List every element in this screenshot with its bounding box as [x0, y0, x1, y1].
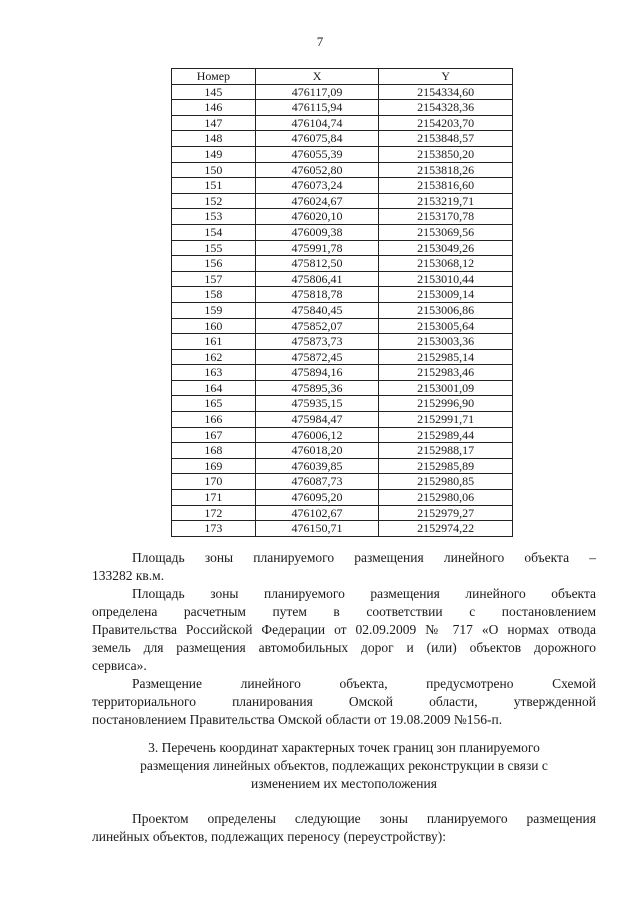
cell-number: 171: [172, 490, 256, 506]
heading-line: размещения линейных объектов, подлежащих реконструкции в связи с: [140, 758, 548, 773]
cell-y: 2153219,71: [379, 193, 513, 209]
cell-number: 166: [172, 412, 256, 428]
text-line: определена расчетным путем в соответствии с постановлением: [92, 604, 596, 619]
area-calculation-paragraph: [92, 585, 596, 675]
cell-number: 173: [172, 521, 256, 537]
cell-number: 159: [172, 302, 256, 318]
table-row: [172, 412, 513, 428]
header-number: Номер: [172, 69, 256, 85]
header-y: Y: [379, 69, 513, 85]
cell-number: 170: [172, 474, 256, 490]
table-row: [172, 240, 513, 256]
cell-y: 2152980,06: [379, 490, 513, 506]
header-x: X: [255, 69, 379, 85]
table-row: [172, 131, 513, 147]
cell-number: 153: [172, 209, 256, 225]
cell-number: 165: [172, 396, 256, 412]
table-row: [172, 224, 513, 240]
text-line: 133282 кв.м.: [92, 568, 165, 583]
table-row: [172, 490, 513, 506]
cell-x: 476073,24: [255, 178, 379, 194]
cell-y: 2152988,17: [379, 443, 513, 459]
cell-number: 145: [172, 84, 256, 100]
text-line: Площадь зоны планируемого размещения линейного объекта –: [132, 550, 596, 565]
cell-x: 476075,84: [255, 131, 379, 147]
cell-x: 475818,78: [255, 287, 379, 303]
heading-line: изменением их местоположения: [251, 776, 437, 791]
page-number: 7: [316, 34, 324, 49]
cell-x: 475852,07: [255, 318, 379, 334]
cell-x: 475895,36: [255, 380, 379, 396]
cell-number: 151: [172, 178, 256, 194]
table-header-row: [172, 69, 513, 85]
cell-x: 475873,73: [255, 334, 379, 350]
cell-x: 476087,73: [255, 474, 379, 490]
table-row: [172, 318, 513, 334]
table-body: [172, 84, 513, 536]
cell-number: 168: [172, 443, 256, 459]
cell-x: 476024,67: [255, 193, 379, 209]
cell-y: 2153170,78: [379, 209, 513, 225]
table-row: [172, 271, 513, 287]
table-row: [172, 302, 513, 318]
table-row: [172, 193, 513, 209]
cell-x: 476018,20: [255, 443, 379, 459]
cell-x: 476009,38: [255, 224, 379, 240]
cell-x: 476102,67: [255, 505, 379, 521]
cell-x: 476115,94: [255, 100, 379, 116]
cell-y: 2153818,26: [379, 162, 513, 178]
cell-y: 2153001,09: [379, 380, 513, 396]
cell-x: 475872,45: [255, 349, 379, 365]
cell-number: 161: [172, 334, 256, 350]
table-row: [172, 162, 513, 178]
cell-y: 2152985,14: [379, 349, 513, 365]
cell-x: 476039,85: [255, 458, 379, 474]
cell-number: 157: [172, 271, 256, 287]
table-row: [172, 178, 513, 194]
table-row: [172, 349, 513, 365]
cell-number: 149: [172, 146, 256, 162]
cell-y: 2152991,71: [379, 412, 513, 428]
table-row: [172, 396, 513, 412]
cell-y: 2153006,86: [379, 302, 513, 318]
cell-y: 2154328,36: [379, 100, 513, 116]
cell-x: 475894,16: [255, 365, 379, 381]
table-row: [172, 100, 513, 116]
cell-number: 167: [172, 427, 256, 443]
cell-y: 2152979,27: [379, 505, 513, 521]
table-row: [172, 458, 513, 474]
cell-x: 476020,10: [255, 209, 379, 225]
cell-number: 169: [172, 458, 256, 474]
cell-number: 155: [172, 240, 256, 256]
cell-y: 2153003,36: [379, 334, 513, 350]
cell-number: 152: [172, 193, 256, 209]
section-heading: [92, 739, 596, 793]
table-row: [172, 115, 513, 131]
text-line: постановлением Правительства Омской области от 19.08.2009 №156-п.: [92, 712, 503, 727]
cell-y: 2153005,64: [379, 318, 513, 334]
cell-number: 172: [172, 505, 256, 521]
cell-y: 2153009,14: [379, 287, 513, 303]
text-line: сервиса».: [92, 658, 147, 673]
cell-number: 150: [172, 162, 256, 178]
cell-x: 476006,12: [255, 427, 379, 443]
cell-x: 475806,41: [255, 271, 379, 287]
table-row: [172, 521, 513, 537]
table-row: [172, 380, 513, 396]
table-row: [172, 334, 513, 350]
text-line: Площадь зоны планируемого размещения линейного объекта: [132, 586, 596, 601]
cell-x: 475812,50: [255, 256, 379, 272]
cell-x: 475840,45: [255, 302, 379, 318]
cell-y: 2153816,60: [379, 178, 513, 194]
cell-number: 146: [172, 100, 256, 116]
table-row: [172, 365, 513, 381]
cell-y: 2153850,20: [379, 146, 513, 162]
cell-y: 2153068,12: [379, 256, 513, 272]
table-row: [172, 287, 513, 303]
table-row: [172, 443, 513, 459]
cell-y: 2152983,46: [379, 365, 513, 381]
cell-number: 154: [172, 224, 256, 240]
cell-number: 163: [172, 365, 256, 381]
table-row: [172, 84, 513, 100]
area-paragraph: [92, 549, 596, 585]
cell-y: 2152989,44: [379, 427, 513, 443]
cell-x: 476150,71: [255, 521, 379, 537]
cell-y: 2154203,70: [379, 115, 513, 131]
coordinates-table: [171, 68, 513, 537]
table-row: [172, 505, 513, 521]
zones-paragraph: [92, 810, 596, 846]
table-row: [172, 209, 513, 225]
text-line: Размещение линейного объекта, предусмотрено Схемой: [132, 676, 596, 691]
table-row: [172, 146, 513, 162]
cell-x: 475984,47: [255, 412, 379, 428]
cell-y: 2152985,89: [379, 458, 513, 474]
cell-number: 148: [172, 131, 256, 147]
text-line: линейных объектов, подлежащих переносу (переустройству):: [92, 829, 446, 844]
cell-x: 476055,39: [255, 146, 379, 162]
cell-number: 156: [172, 256, 256, 272]
cell-y: 2152996,90: [379, 396, 513, 412]
text-line: территориального планирования Омской области, утвержденной: [92, 694, 596, 709]
cell-y: 2153069,56: [379, 224, 513, 240]
table-row: [172, 427, 513, 443]
text-line: Правительства Российской Федерации от 02.09.2009 № 717 «О нормах отвода: [92, 622, 596, 637]
text-line: Проектом определены следующие зоны планируемого размещения: [132, 811, 596, 826]
cell-x: 475935,15: [255, 396, 379, 412]
heading-line: 3. Перечень координат характерных точек границ зон планируемого: [148, 740, 540, 755]
cell-x: 476052,80: [255, 162, 379, 178]
cell-x: 476104,74: [255, 115, 379, 131]
cell-x: 476095,20: [255, 490, 379, 506]
cell-y: 2153010,44: [379, 271, 513, 287]
cell-number: 162: [172, 349, 256, 365]
cell-number: 158: [172, 287, 256, 303]
cell-x: 475991,78: [255, 240, 379, 256]
cell-number: 160: [172, 318, 256, 334]
table-row: [172, 256, 513, 272]
table-row: [172, 474, 513, 490]
cell-y: 2153848,57: [379, 131, 513, 147]
cell-x: 476117,09: [255, 84, 379, 100]
cell-y: 2154334,60: [379, 84, 513, 100]
cell-number: 147: [172, 115, 256, 131]
cell-number: 164: [172, 380, 256, 396]
placement-paragraph: [92, 675, 596, 729]
cell-y: 2153049,26: [379, 240, 513, 256]
cell-y: 2152974,22: [379, 521, 513, 537]
cell-y: 2152980,85: [379, 474, 513, 490]
text-line: земель для размещения автомобильных дорог и (или) объектов дорожного: [92, 640, 596, 655]
